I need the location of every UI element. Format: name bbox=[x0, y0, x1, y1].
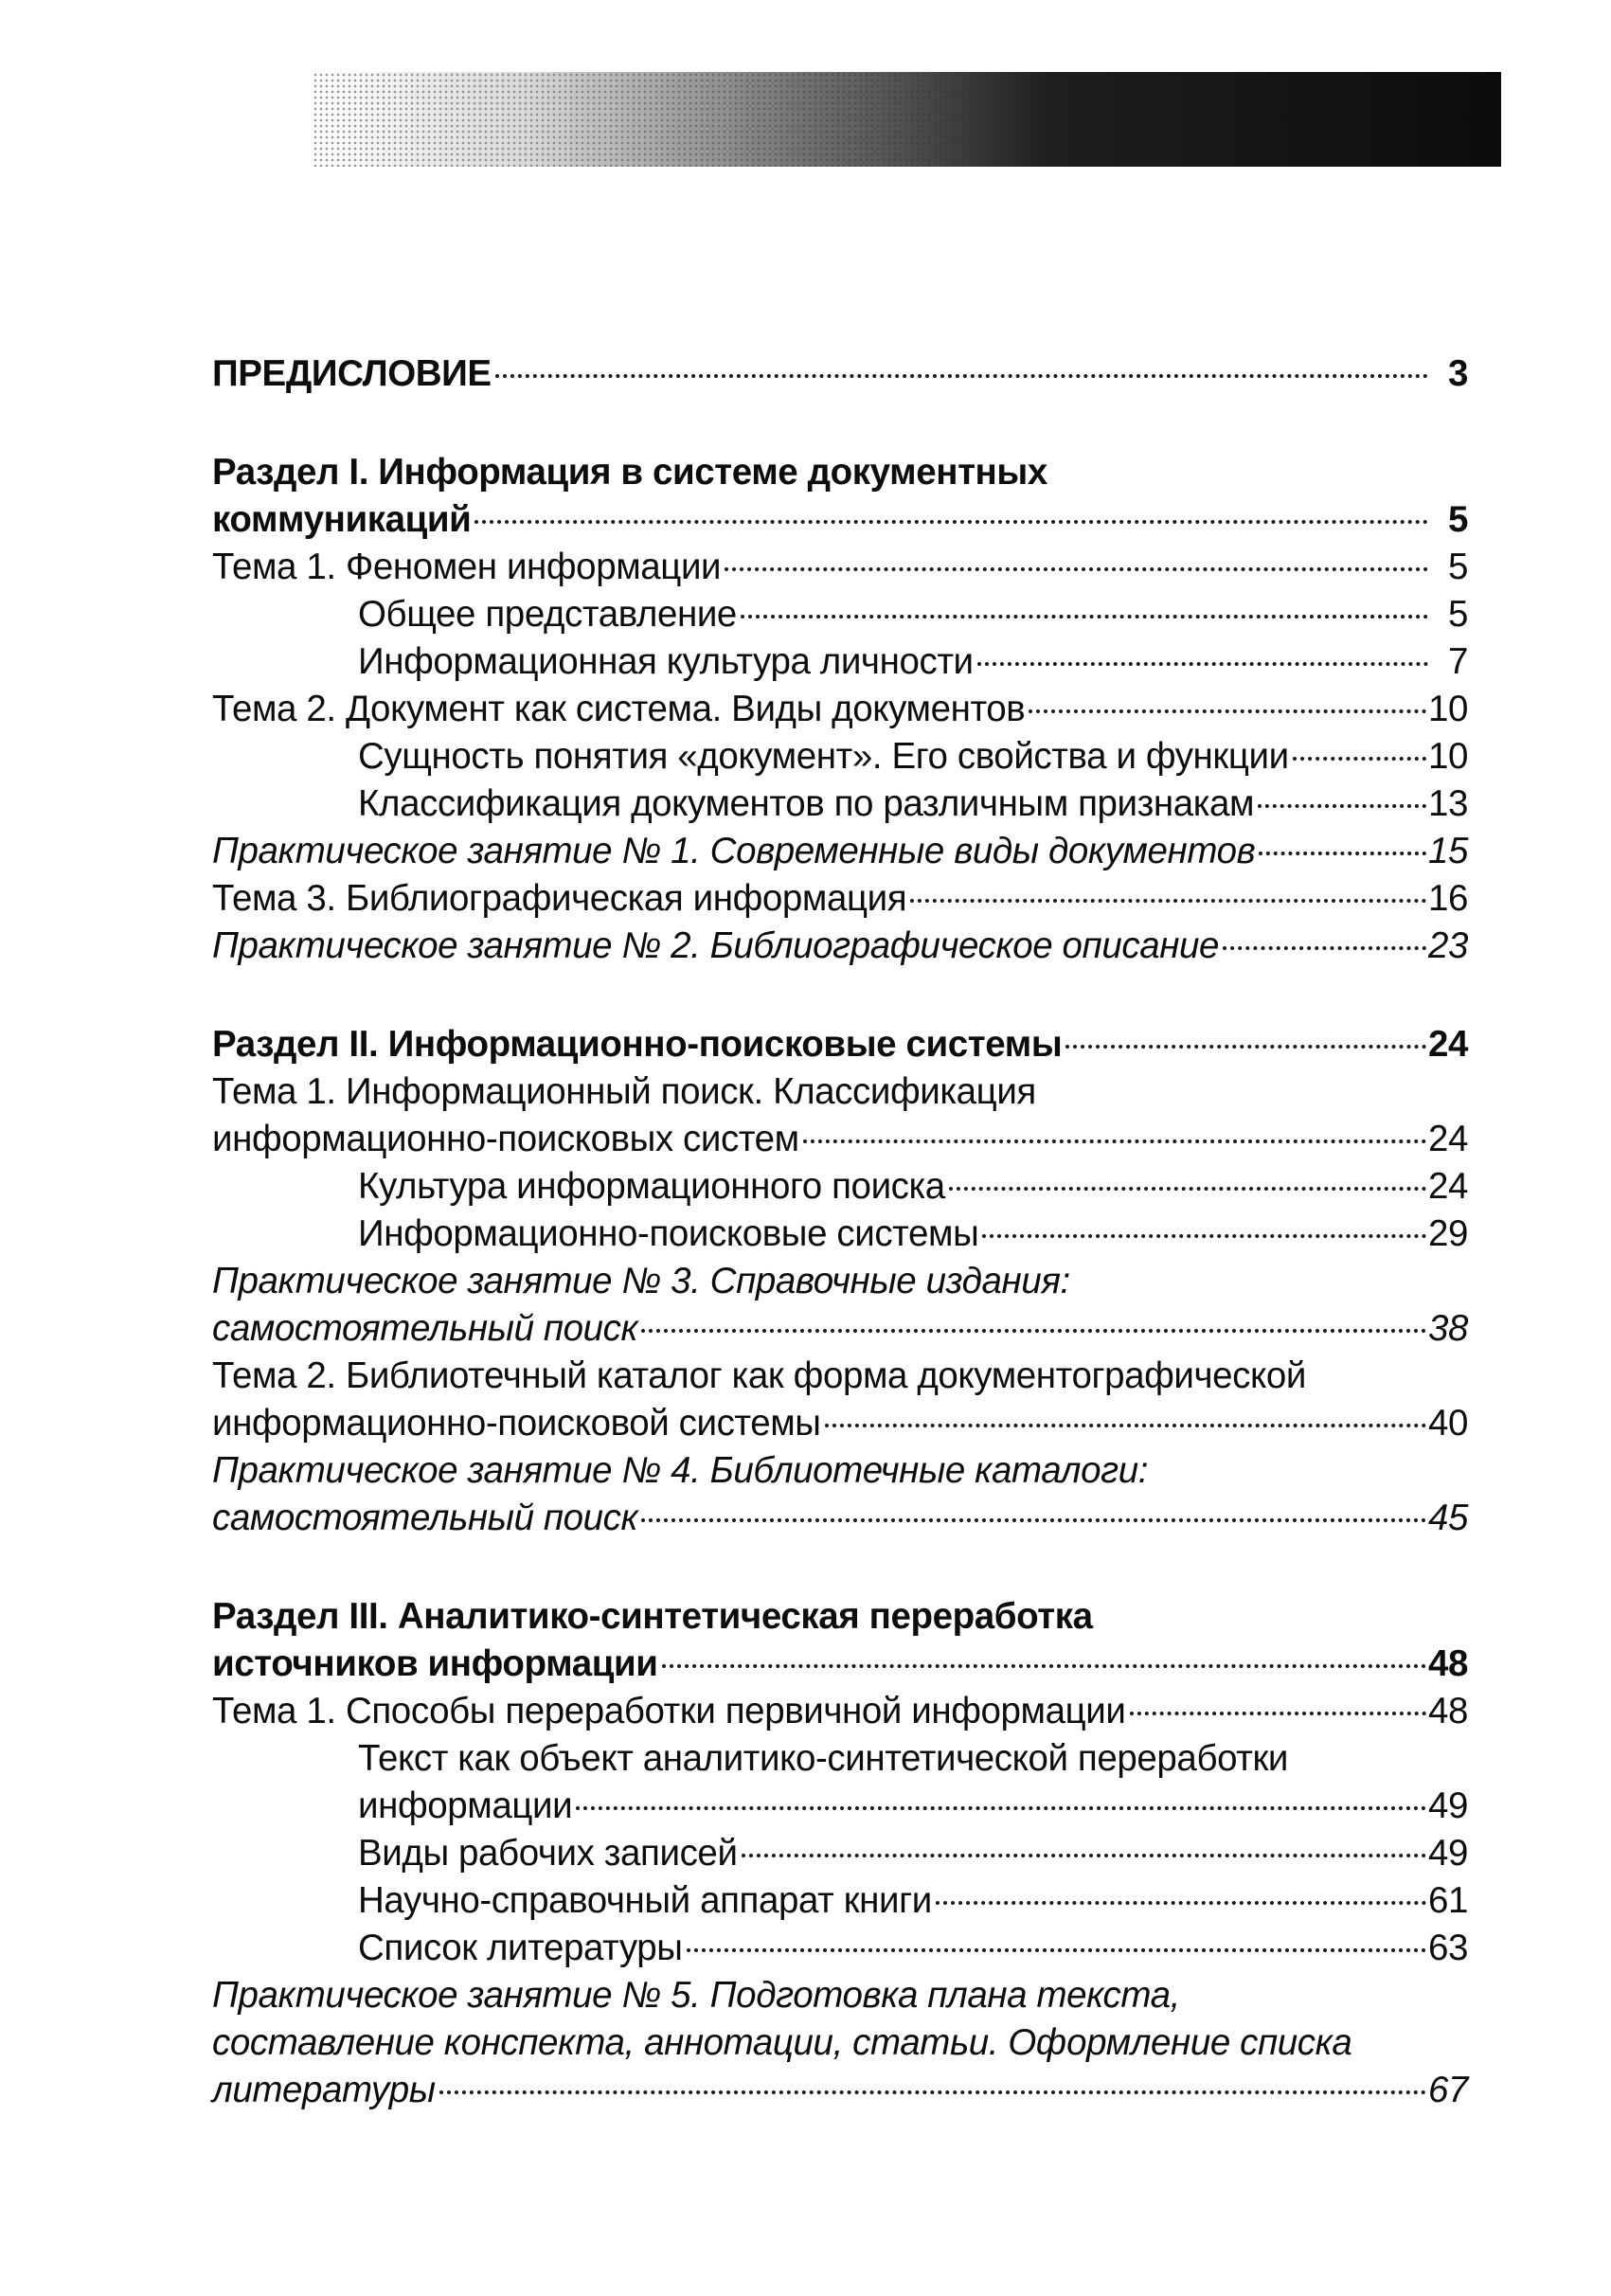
toc-dot-leader bbox=[825, 1424, 1426, 1427]
toc-page-number: 29 bbox=[1427, 1213, 1468, 1254]
toc-entry bbox=[212, 875, 1468, 923]
toc-entry-title: Практическое занятие № 4. Библиотечные каталоги: bbox=[212, 1450, 1149, 1491]
toc-page-number: 61 bbox=[1427, 1880, 1468, 1921]
toc-entry-title: Практическое занятие № 1. Современные виды документов bbox=[212, 831, 1256, 871]
toc-entry bbox=[212, 1877, 1468, 1925]
toc-entry-section-2 bbox=[212, 1021, 1468, 1068]
toc-entry-title: информационно-поисковых систем bbox=[212, 1119, 799, 1159]
toc-page-number: 10 bbox=[1427, 689, 1468, 729]
toc-entry-title: Практическое занятие № 2. Библиографическое описание bbox=[212, 925, 1220, 966]
toc-page-number: 10 bbox=[1427, 736, 1468, 777]
toc-entry bbox=[212, 1163, 1468, 1211]
toc-page-number: 5 bbox=[1447, 547, 1468, 587]
toc-entry bbox=[212, 591, 1468, 638]
toc-dot-leader bbox=[977, 662, 1428, 666]
toc-dot-leader bbox=[725, 567, 1428, 571]
toc-page-number: 45 bbox=[1427, 1498, 1468, 1538]
toc-page-number: 38 bbox=[1427, 1308, 1468, 1349]
toc-entry-title: Научно-справочный аппарат книги bbox=[358, 1880, 932, 1921]
toc-page-number: 48 bbox=[1427, 1691, 1468, 1731]
toc-entry-title: коммуникаций bbox=[212, 499, 472, 540]
toc-dot-leader bbox=[936, 1901, 1426, 1905]
toc-entry-section-1 bbox=[212, 496, 1468, 544]
toc-page-number: 5 bbox=[1447, 594, 1468, 635]
toc-section-2 bbox=[212, 1021, 1468, 1542]
toc-entry-practice bbox=[212, 1495, 1468, 1542]
toc-dot-leader bbox=[1258, 804, 1426, 808]
toc-entry-title: Тема 2. Документ как система. Виды документов bbox=[212, 689, 1026, 729]
toc-dot-leader bbox=[1223, 946, 1426, 950]
toc-entry bbox=[212, 544, 1468, 591]
toc-entry bbox=[212, 1925, 1468, 1972]
toc-page-number: 5 bbox=[1447, 499, 1468, 540]
toc-page-number: 49 bbox=[1427, 1833, 1468, 1874]
toc-entry-title: Тема 1. Феномен информации bbox=[212, 547, 722, 587]
toc-entry-title: Практическое занятие № 5. Подготовка плана текста, bbox=[212, 1975, 1180, 2016]
table-of-contents bbox=[212, 350, 1468, 2165]
toc-entry bbox=[212, 733, 1468, 780]
toc-dot-leader bbox=[576, 1806, 1426, 1810]
toc-entry-title: Информационная культура личности bbox=[358, 641, 974, 682]
toc-entry-section-3 bbox=[212, 1641, 1468, 1688]
toc-dot-leader bbox=[662, 1664, 1426, 1668]
toc-entry-title: информационно-поисковой системы bbox=[212, 1403, 821, 1444]
section-heading: Раздел I. Информация в системе документных bbox=[212, 452, 1047, 493]
toc-entry-title: Культура информационного поиска bbox=[358, 1166, 945, 1207]
toc-dot-leader bbox=[641, 1518, 1426, 1522]
toc-entry-title: Список литературы bbox=[358, 1928, 683, 1968]
toc-dot-leader bbox=[474, 520, 1428, 524]
toc-section-1 bbox=[212, 449, 1468, 970]
toc-page-number: 16 bbox=[1427, 878, 1468, 919]
toc-entry-practice bbox=[212, 923, 1468, 970]
toc-dot-leader bbox=[439, 2090, 1426, 2094]
toc-entry-title: Сущность понятия «документ». Его свойства и функции bbox=[358, 736, 1289, 777]
header-decorative-band bbox=[313, 72, 1501, 167]
toc-entry-title: Тема 1. Информационный поиск. Классификация bbox=[212, 1071, 1036, 1112]
toc-entry-practice bbox=[212, 2067, 1468, 2114]
toc-entry-title: самостоятельный поиск bbox=[212, 1308, 638, 1349]
toc-dot-leader bbox=[1259, 852, 1426, 855]
toc-dot-leader bbox=[1065, 1045, 1426, 1049]
toc-dot-leader bbox=[742, 1854, 1426, 1857]
toc-entry-title: Текст как объект аналитико-синтетической переработки bbox=[358, 1738, 1289, 1779]
toc-page-number: 23 bbox=[1427, 925, 1468, 966]
toc-dot-leader bbox=[641, 1329, 1426, 1333]
toc-page-number: 40 bbox=[1427, 1403, 1468, 1444]
toc-page-number: 24 bbox=[1427, 1119, 1468, 1159]
toc-entry-preface bbox=[212, 350, 1468, 398]
toc-entry-title: составление конспекта, аннотации, статьи. Оформление списка bbox=[212, 2022, 1352, 2063]
toc-entry bbox=[212, 1830, 1468, 1877]
toc-entry bbox=[212, 1783, 1468, 1830]
toc-entry-title: Практическое занятие № 3. Справочные издания: bbox=[212, 1261, 1070, 1301]
toc-entry bbox=[212, 1688, 1468, 1735]
toc-dot-leader bbox=[982, 1234, 1426, 1238]
toc-entry-title: Классификация документов по различным признакам bbox=[358, 783, 1255, 824]
toc-dot-leader bbox=[1029, 709, 1426, 713]
toc-entry-title: ПРЕДИСЛОВИЕ bbox=[212, 353, 492, 394]
toc-entry-practice bbox=[212, 1305, 1468, 1353]
toc-page-number: 67 bbox=[1427, 2070, 1468, 2110]
toc-entry-title: Тема 1. Способы переработки первичной информации bbox=[212, 1691, 1126, 1731]
toc-dot-leader bbox=[741, 615, 1428, 619]
toc-entry bbox=[212, 1211, 1468, 1258]
toc-entry bbox=[212, 1116, 1468, 1163]
toc-page-number: 24 bbox=[1427, 1166, 1468, 1207]
toc-entry-title: самостоятельный поиск bbox=[212, 1498, 638, 1538]
toc-entry-title: Общее представление bbox=[358, 594, 737, 635]
toc-page-number: 13 bbox=[1427, 783, 1468, 824]
toc-page-number: 48 bbox=[1427, 1643, 1468, 1684]
toc-entry-title: Тема 2. Библиотечный каталог как форма документографической bbox=[212, 1355, 1307, 1396]
toc-dot-leader bbox=[687, 1948, 1426, 1952]
toc-dot-leader bbox=[949, 1187, 1426, 1191]
toc-entry-title: источников информации bbox=[212, 1643, 658, 1684]
toc-page-number: 24 bbox=[1427, 1024, 1468, 1065]
toc-page-number: 49 bbox=[1427, 1785, 1468, 1826]
toc-page-number: 15 bbox=[1427, 831, 1468, 871]
toc-page-number: 63 bbox=[1427, 1928, 1468, 1968]
toc-entry-practice bbox=[212, 828, 1468, 875]
toc-section-3 bbox=[212, 1593, 1468, 2114]
toc-entry-title: информации bbox=[358, 1785, 573, 1826]
toc-entry bbox=[212, 780, 1468, 828]
section-heading: Раздел II. Информационно-поисковые системы bbox=[212, 1024, 1063, 1065]
toc-dot-leader bbox=[910, 899, 1426, 903]
toc-entry bbox=[212, 1400, 1468, 1447]
toc-entry-title: литературы bbox=[212, 2070, 436, 2110]
toc-page-number: 7 bbox=[1447, 641, 1468, 682]
toc-entry-title: Тема 3. Библиографическая информация bbox=[212, 878, 907, 919]
toc-entry-title: Виды рабочих записей bbox=[358, 1833, 738, 1874]
toc-dot-leader bbox=[1293, 757, 1426, 761]
toc-dot-leader bbox=[1130, 1712, 1426, 1715]
toc-entry bbox=[212, 686, 1468, 733]
toc-dot-leader bbox=[495, 374, 1428, 378]
section-heading: Раздел III. Аналитико-синтетическая переработка bbox=[212, 1596, 1093, 1637]
toc-preface-block bbox=[212, 350, 1468, 398]
toc-entry bbox=[212, 638, 1468, 686]
toc-entry-title: Информационно-поисковые системы bbox=[358, 1213, 979, 1254]
toc-page-number: 3 bbox=[1447, 353, 1468, 394]
toc-dot-leader bbox=[803, 1139, 1426, 1143]
